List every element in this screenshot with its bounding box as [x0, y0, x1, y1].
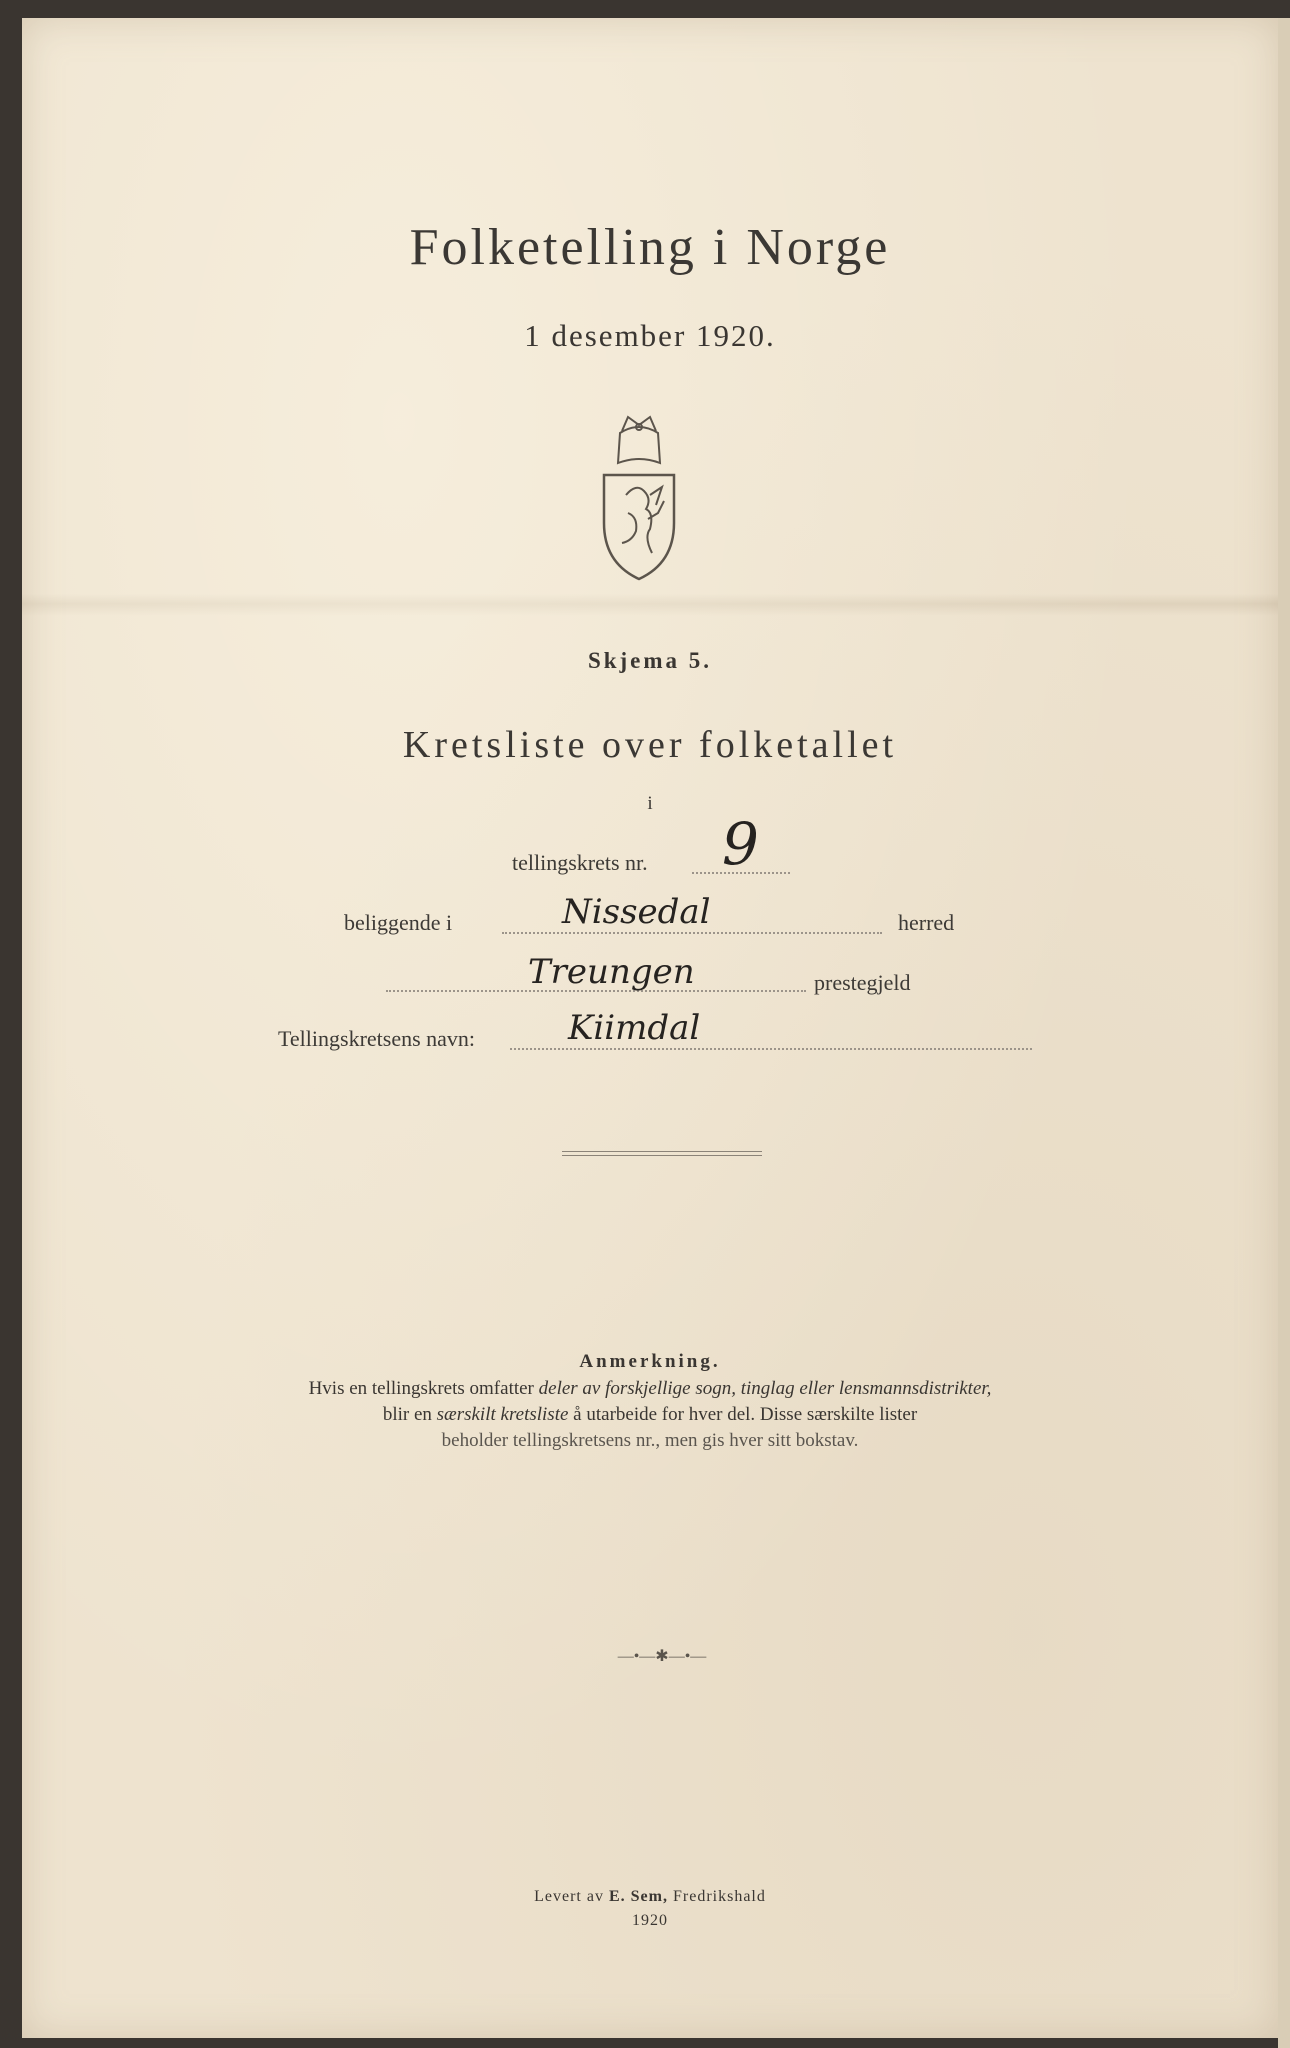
located-value: Nissedal — [562, 892, 711, 932]
herred-label: herred — [898, 910, 955, 935]
census-date: 1 desember 1920. — [524, 318, 776, 353]
note-line-3: beholder tellingskretsens nr., men gis hver sitt bokstav. — [441, 1430, 859, 1451]
document-title: Folketelling i Norge — [409, 219, 891, 276]
preposition-i: i — [647, 793, 653, 814]
note-line-2-text-a: blir en — [382, 1404, 437, 1425]
located-line — [502, 932, 882, 934]
note-title: Anmerkning. — [579, 1351, 721, 1372]
note-line-2-italic: særskilt kretsliste — [436, 1404, 569, 1425]
page-edge — [1278, 18, 1290, 2048]
form-number: Skjema 5. — [587, 648, 713, 673]
norwegian-coat-of-arms-icon — [592, 413, 686, 583]
printer-year: 1920 — [632, 1912, 668, 1929]
printer-credit — [22, 1888, 1278, 1906]
printer-prefix: Levert av — [534, 1888, 609, 1905]
district-name-value: Kiimdal — [568, 1008, 701, 1048]
located-label: beliggende i — [344, 910, 453, 935]
district-name-line — [510, 1048, 1032, 1050]
note-line-1-text: Hvis en tellingskrets omfatter — [308, 1378, 539, 1399]
form-heading: Kretsliste over folketallet — [402, 724, 898, 766]
note-line-2-text-c: å utarbeide for hver del. Disse særskilte lister — [568, 1404, 918, 1425]
district-name-label: Tellingskretsens navn: — [278, 1026, 476, 1051]
printer-name: E. Sem, — [608, 1888, 668, 1905]
ornament-divider: —•—✱—•— — [617, 1648, 707, 1665]
prestegjeld-label: prestegjeld — [814, 970, 911, 995]
note-line-1-italic: deler av forskjellige sogn, tinglag eller lensmannsdistrikter, — [538, 1378, 992, 1399]
section-divider — [562, 1151, 762, 1156]
census-form-page — [22, 18, 1278, 2038]
note-line-1 — [22, 1378, 1278, 1400]
printer-place: Fredrikshald — [667, 1888, 766, 1905]
district-number-label: tellingskrets nr. — [512, 850, 648, 875]
parish-value: Treungen — [528, 952, 695, 992]
note-line-2 — [22, 1404, 1278, 1426]
district-number-value: 9 — [722, 810, 759, 878]
